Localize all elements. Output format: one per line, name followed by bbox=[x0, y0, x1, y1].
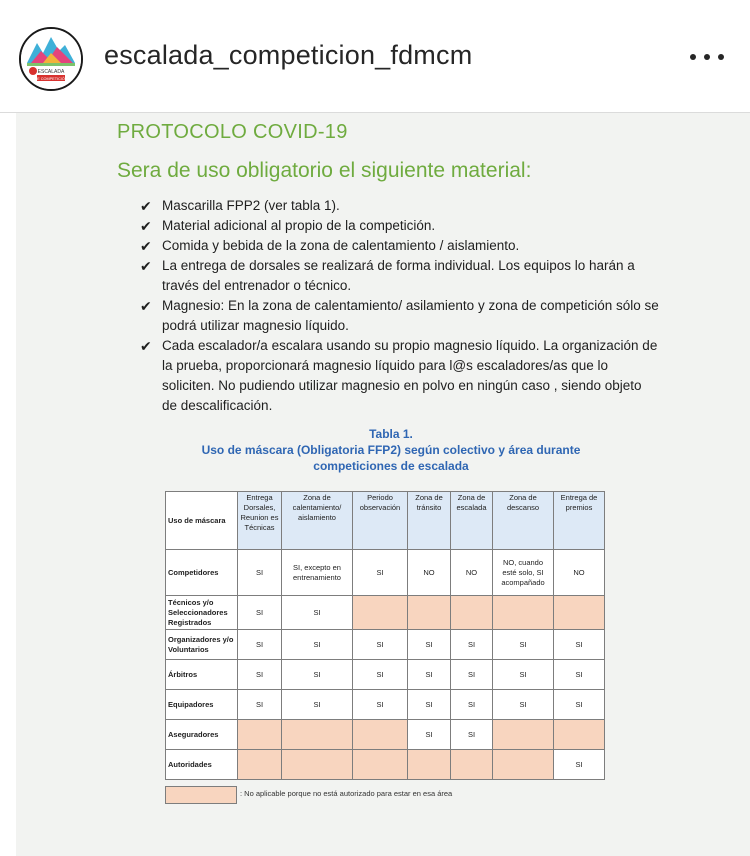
svg-text:DE COMPETICIÓN: DE COMPETICIÓN bbox=[34, 77, 68, 81]
table-row bbox=[166, 630, 605, 660]
table-cell bbox=[353, 720, 408, 750]
table-cell: NO bbox=[554, 550, 605, 596]
row-header: Autoridades bbox=[166, 750, 238, 780]
check-icon: ✔ bbox=[140, 238, 152, 254]
table-cell: SI bbox=[451, 630, 493, 660]
requirement-text: Material adicional al propio de la competición. bbox=[162, 218, 436, 233]
table-cell: SI bbox=[238, 596, 282, 630]
svg-text:ESCALADA: ESCALADA bbox=[37, 69, 65, 75]
username[interactable]: escalada_competicion_fdmcm bbox=[104, 40, 473, 70]
table-cell: SI bbox=[353, 690, 408, 720]
table-row bbox=[166, 720, 605, 750]
mask-usage-table bbox=[165, 491, 605, 780]
row-header: Aseguradores bbox=[166, 720, 238, 750]
post-image bbox=[0, 113, 750, 856]
requirement-item bbox=[140, 256, 660, 296]
table-cell bbox=[493, 720, 554, 750]
table-cell: SI bbox=[493, 630, 554, 660]
table-cell bbox=[238, 750, 282, 780]
profile-avatar[interactable] bbox=[19, 27, 83, 91]
requirement-item bbox=[140, 296, 660, 336]
check-icon: ✔ bbox=[140, 258, 152, 274]
table-cell bbox=[408, 596, 451, 630]
table-cell bbox=[493, 596, 554, 630]
table-cell bbox=[282, 720, 353, 750]
requirement-text: La entrega de dorsales se realizará de forma individual. Los equipos lo harán a través del entrenador o técnico. bbox=[162, 258, 635, 293]
requirements-list bbox=[140, 196, 660, 416]
table-cell: SI bbox=[353, 550, 408, 596]
table-cell: SI bbox=[238, 660, 282, 690]
check-icon: ✔ bbox=[140, 218, 152, 234]
table-row bbox=[166, 660, 605, 690]
table-row bbox=[166, 550, 605, 596]
table-cell: SI bbox=[408, 630, 451, 660]
table-cell bbox=[451, 596, 493, 630]
post-header bbox=[0, 0, 750, 113]
document-title: PROTOCOLO COVID-19 bbox=[117, 121, 348, 143]
more-options-icon[interactable] bbox=[690, 45, 724, 69]
table-cell: SI bbox=[554, 660, 605, 690]
requirement-text: Cada escalador/a escalara usando su propio magnesio líquido. La organización de la prueba, proporcionará magnesio líquido para l@s escaladores/as que lo soliciten. No pudiendo utilizar magnesio en polvo en ningún caso , siendo objeto de descalificación. bbox=[162, 338, 658, 413]
table-cell: SI bbox=[408, 720, 451, 750]
row-header: Árbitros bbox=[166, 660, 238, 690]
table-cell: SI bbox=[451, 690, 493, 720]
table-caption-text: Uso de máscara (Obligatoria FFP2) según colectivo y área durante competiciones de escalada bbox=[201, 443, 581, 473]
table-caption-title: Tabla 1. bbox=[369, 427, 413, 441]
table-cell: NO, cuando esté solo, SI acompañado bbox=[493, 550, 554, 596]
table-cell: SI bbox=[282, 690, 353, 720]
check-icon: ✔ bbox=[140, 298, 152, 314]
check-icon: ✔ bbox=[140, 338, 152, 354]
table-cell: SI bbox=[282, 660, 353, 690]
column-header: Periodo observación bbox=[353, 492, 408, 550]
document-subtitle: Sera de uso obligatorio el siguiente material: bbox=[117, 159, 532, 182]
table-cell: SI bbox=[451, 660, 493, 690]
table-cell bbox=[493, 750, 554, 780]
column-header: Entrega Dorsales, Reunion es Técnicas bbox=[238, 492, 282, 550]
requirement-item bbox=[140, 216, 660, 236]
column-header: Zona de calentamiento/ aislamiento bbox=[282, 492, 353, 550]
column-header: Zona de descanso bbox=[493, 492, 554, 550]
column-header: Zona de escalada bbox=[451, 492, 493, 550]
table-cell: SI bbox=[353, 660, 408, 690]
table-corner-header: Uso de máscara bbox=[166, 492, 238, 550]
table-cell: SI bbox=[493, 660, 554, 690]
legend-swatch bbox=[165, 786, 237, 804]
table-cell: SI bbox=[238, 690, 282, 720]
table-cell: SI bbox=[451, 720, 493, 750]
check-icon: ✔ bbox=[140, 198, 152, 214]
table-caption bbox=[196, 426, 586, 474]
table-cell: SI bbox=[554, 630, 605, 660]
column-header: Entrega de premios bbox=[554, 492, 605, 550]
column-header: Zona de tránsito bbox=[408, 492, 451, 550]
table-cell: SI, excepto en entrenamiento bbox=[282, 550, 353, 596]
legend-text: : No aplicable porque no está autorizado para estar en esa área bbox=[240, 789, 453, 798]
table-cell: SI bbox=[238, 630, 282, 660]
table-cell bbox=[353, 596, 408, 630]
table-cell bbox=[554, 596, 605, 630]
table-cell bbox=[238, 720, 282, 750]
table-row bbox=[166, 690, 605, 720]
row-header: Organizadores y/o Voluntarios bbox=[166, 630, 238, 660]
requirement-item bbox=[140, 236, 660, 256]
table-cell: SI bbox=[408, 690, 451, 720]
table-cell bbox=[554, 720, 605, 750]
table-cell: SI bbox=[554, 690, 605, 720]
table-cell: NO bbox=[408, 550, 451, 596]
table-cell bbox=[353, 750, 408, 780]
requirement-text: Mascarilla FPP2 (ver tabla 1). bbox=[162, 198, 340, 213]
table-cell: SI bbox=[554, 750, 605, 780]
table-cell: SI bbox=[282, 630, 353, 660]
requirement-text: Magnesio: En la zona de calentamiento/ asilamiento y zona de competición sólo se podrá utilizar magnesio líquido. bbox=[162, 298, 659, 333]
requirement-item bbox=[140, 336, 660, 416]
row-header: Equipadores bbox=[166, 690, 238, 720]
table-cell: SI bbox=[282, 596, 353, 630]
table-row bbox=[166, 596, 605, 630]
table-cell: SI bbox=[493, 690, 554, 720]
table-cell: SI bbox=[238, 550, 282, 596]
table-cell: SI bbox=[353, 630, 408, 660]
table-row bbox=[166, 750, 605, 780]
requirement-item bbox=[140, 196, 660, 216]
table-cell bbox=[451, 750, 493, 780]
table-cell bbox=[282, 750, 353, 780]
row-header: Técnicos y/o Seleccionadores Registrados bbox=[166, 596, 238, 630]
climbing-logo-icon bbox=[21, 29, 81, 89]
requirement-text: Comida y bebida de la zona de calentamiento / aislamiento. bbox=[162, 238, 520, 253]
row-header: Competidores bbox=[166, 550, 238, 596]
table-cell: SI bbox=[408, 660, 451, 690]
table-cell bbox=[408, 750, 451, 780]
table-cell: NO bbox=[451, 550, 493, 596]
